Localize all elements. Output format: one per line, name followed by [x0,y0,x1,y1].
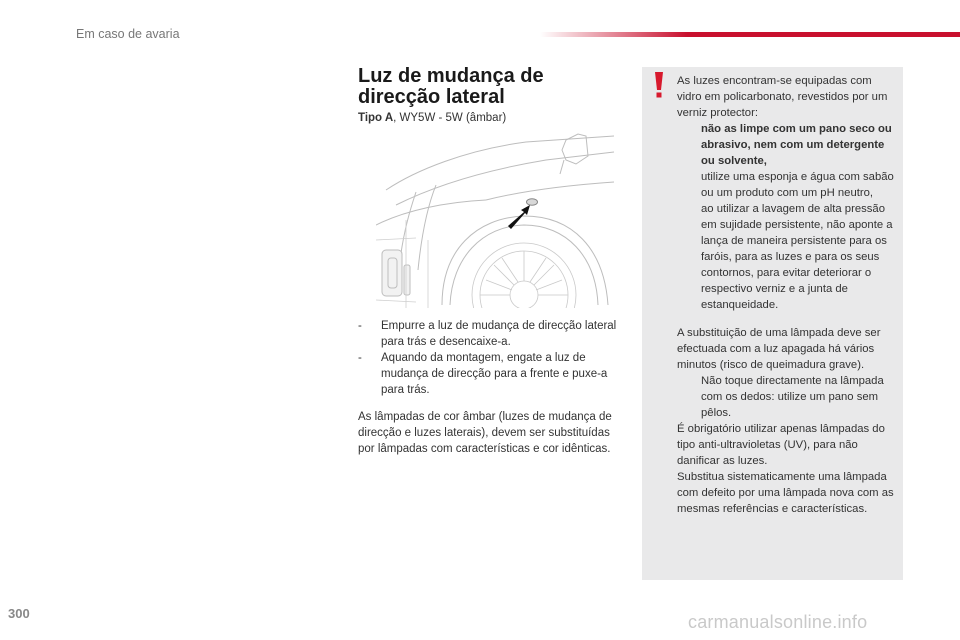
warning-content [677,73,897,517]
side-indicator-illustration [376,130,620,308]
step-item [358,318,620,350]
warning-bullet-text: não as limpe com um pano seco ou abrasivo, nem com um detergente ou solvente, [701,123,892,167]
lamp-type-value: , WY5W - 5W (âmbar) [393,112,507,124]
section-title: Luz de mudança de direcção lateral [358,65,544,108]
header-title: Em caso de avaria [76,27,180,41]
warning-bullet [677,373,897,421]
warning-bullet [677,121,897,169]
step-text: Empurre a luz de mudança de direcção lateral para trás e desencaixe-a. [381,320,617,348]
step-item [358,350,620,398]
warning-intro: As luzes encontram-se equipadas com vidro em policarbonato, revestidos por um verniz protector: [677,75,888,119]
lamp-type-label: Tipo A [358,112,394,124]
warning-bullet-text: utilize uma esponja e água com sabão ou um produto com um pH neutro, [701,171,894,199]
page-number: 300 [8,606,30,621]
instruction-steps [358,318,620,398]
step-marker: - [358,320,362,332]
step-text: Aquando da montagem, engate a luz de mudança de direcção para a frente e puxe-a para trás. [381,352,608,396]
lamp-type [358,112,506,124]
exclamation-icon [652,71,666,99]
watermark: carmanualsonline.info [688,612,868,632]
warning-bullet-text: ao utilizar a lavagem de alta pressão em sujidade persistente, não aponte a lança de maneira persistente para os faróis, para as luzes e para os seus contornos, para evitar deteriorar o respectivo verniz e a junta de estanqueidade. [701,203,893,311]
warning-bullet [677,201,897,313]
warning-bullet-text: Não toque directamente na lâmpada com os dedos: utilize um pano sem pêlos. [701,375,884,419]
uv-note: É obrigatório utilizar apenas lâmpadas do tipo anti-ultravioletas (UV), para não danificar as luzes. [677,423,885,467]
header-accent-bar [540,32,960,37]
warning-bullet [677,169,897,201]
replace-note: A substituição de uma lâmpada deve ser efectuada com a luz apagada há vários minutos (risco de queimadura grave). [677,327,881,371]
amber-lamp-note: As lâmpadas de cor âmbar (luzes de mudança de direcção e luzes laterais), devem ser substituídas por lâmpadas com características e cor idênticas. [358,411,612,455]
final-note: Substitua sistematicamente uma lâmpada com defeito por uma lâmpada nova com as mesmas referências e características. [677,471,894,515]
step-marker: - [358,352,362,364]
